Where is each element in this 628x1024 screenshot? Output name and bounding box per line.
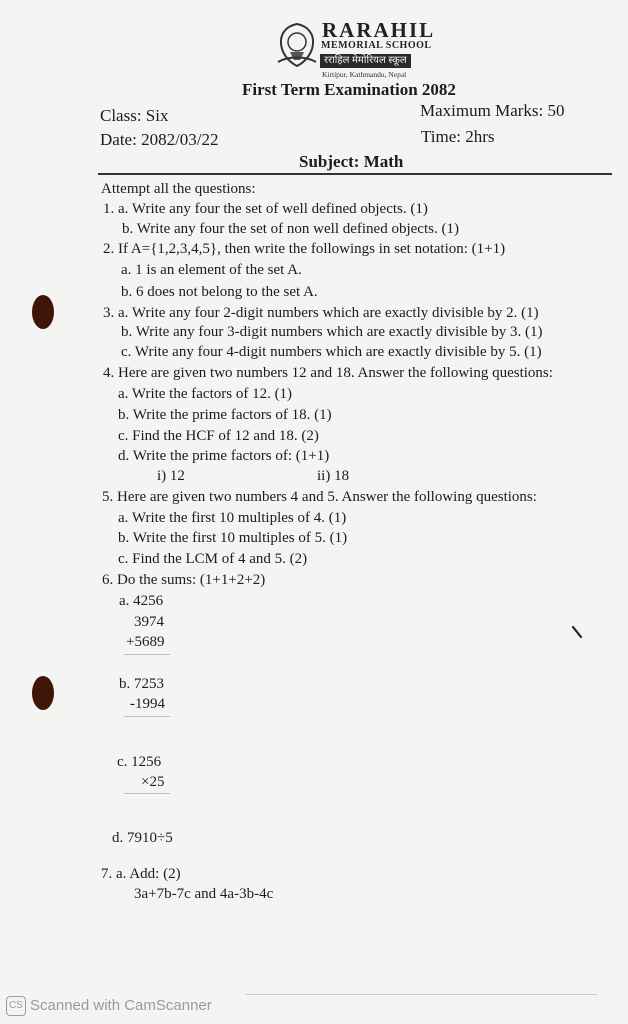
question-2a: a. 1 is an element of the set A. (121, 262, 302, 278)
sum-a-line3: +5689 (126, 634, 165, 650)
question-4b: b. Write the prime factors of 18. (1) (118, 407, 332, 423)
sum-a-underline (124, 654, 170, 655)
question-3b: b. Write any four 3-digit numbers which are exactly divisible by 3. (1) (121, 324, 543, 340)
question-2b: b. 6 does not belong to the set A. (121, 284, 318, 300)
sum-c-underline (124, 793, 170, 794)
sum-c-line1: c. 1256 (117, 754, 162, 770)
question-3c: c. Write any four 4-digit numbers which are exactly divisible by 5. (1) (121, 344, 542, 360)
question-5: 5. Here are given two numbers 4 and 5. Answer the following questions: (102, 489, 537, 505)
question-3a: 3. a. Write any four 2-digit numbers which are exactly divisible by 2. (1) (103, 305, 539, 321)
sum-b-line2: -1994 (130, 696, 165, 712)
question-4d: d. Write the prime factors of: (1+1) (118, 448, 330, 464)
sum-a-line1: a. 4256 (119, 593, 164, 609)
sum-c-line2: ×25 (141, 774, 165, 790)
camscanner-text: Scanned with CamScanner (30, 996, 212, 1014)
question-4d-i: i) 12 (157, 468, 185, 484)
question-4a: a. Write the factors of 12. (1) (118, 386, 293, 402)
sum-d: d. 7910÷5 (112, 830, 173, 846)
pen-mark (570, 624, 584, 640)
footer-divider (245, 994, 597, 995)
question-5a: a. Write the first 10 multiples of 4. (1) (118, 510, 347, 526)
question-4: 4. Here are given two numbers 12 and 18. Answer the following questions: (103, 365, 553, 381)
question-2: 2. If A={1,2,3,4,5}, then write the followings in set notation: (1+1) (103, 241, 506, 257)
camscanner-watermark (6, 996, 212, 1016)
instructions: Attempt all the questions: (101, 181, 256, 197)
question-1b: b. Write any four the set of non well defined objects. (1) (122, 221, 459, 237)
question-5b: b. Write the first 10 multiples of 5. (1) (118, 530, 348, 546)
school-logo-icon (276, 22, 318, 68)
sum-b-line1: b. 7253 (119, 676, 164, 692)
question-6: 6. Do the sums: (1+1+2+2) (102, 572, 266, 588)
exam-date: Date: 2082/03/22 (100, 130, 219, 149)
exam-class: Class: Six (100, 106, 169, 125)
question-5c: c. Find the LCM of 4 and 5. (2) (118, 551, 308, 567)
exam-title: First Term Examination 2082 (242, 80, 456, 99)
punch-hole-bottom (32, 676, 54, 710)
exam-time: Time: 2hrs (421, 127, 495, 146)
school-name: RARAHIL (322, 18, 436, 42)
question-1a: 1. a. Write any four the set of well defined objects. (1) (103, 201, 428, 217)
exam-max-marks: Maximum Marks: 50 (420, 101, 565, 120)
exam-subject: Subject: Math (299, 152, 404, 171)
school-address: Kirtipur, Kathmandu, Nepal (322, 70, 407, 79)
question-7a: 7. a. Add: (2) (101, 866, 181, 882)
question-4d-ii: ii) 18 (317, 468, 350, 484)
sum-a-line2: 3974 (134, 614, 164, 630)
sum-b-underline (124, 716, 170, 717)
header-divider (98, 173, 612, 175)
school-subtitle: MEMORIAL SCHOOL (321, 40, 432, 51)
question-4c: c. Find the HCF of 12 and 18. (2) (118, 428, 319, 444)
camscanner-badge-icon: CS (6, 996, 26, 1016)
school-nepali-name: रराहिल मेमोरियल स्कूल (320, 54, 411, 68)
question-7a-expression: 3a+7b-7c and 4a-3b-4c (134, 886, 274, 902)
punch-hole-top (32, 295, 54, 329)
